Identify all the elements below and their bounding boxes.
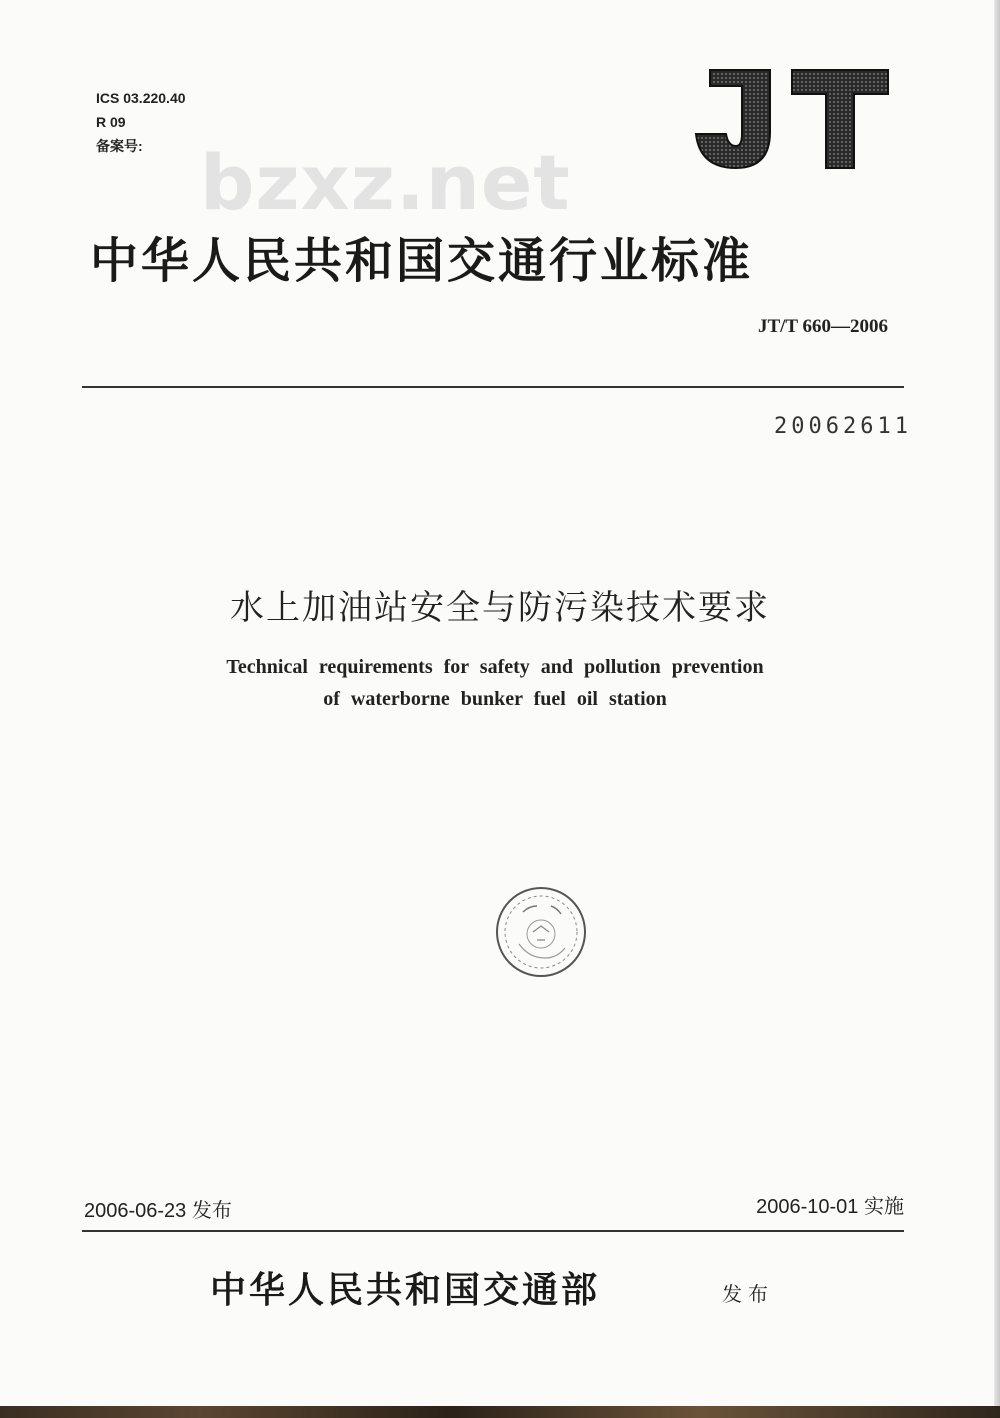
publish-date: 2006-06-23 发布: [84, 1200, 232, 1222]
category-code: R 09: [96, 114, 126, 130]
scan-bottom-edge: [0, 1406, 1000, 1418]
ics-code: ICS 03.220.40: [96, 90, 186, 106]
jt-logo: [692, 64, 892, 174]
stamp-number: 20062611: [774, 414, 912, 439]
bottom-divider: [82, 1230, 904, 1232]
implementation-date: 2006-10-01 实施: [756, 1196, 904, 1218]
document-title-chinese: 水上加油站安全与防污染技术要求: [230, 588, 770, 628]
standard-category-title: 中华人民共和国交通行业标准: [90, 233, 754, 289]
watermark: bzxz.net: [200, 138, 571, 227]
official-seal-stamp: [493, 884, 589, 980]
standard-number: JT/T 660—2006: [757, 316, 888, 337]
publisher-suffix: 发布: [722, 1282, 774, 1306]
document-title-english-line-1: Technical requirements for safety and pollution prevention: [226, 656, 764, 678]
record-number-label: 备案号:: [96, 138, 143, 154]
page-edge: [994, 0, 1000, 1418]
document-title-english-line-2: of waterborne bunker fuel oil station: [323, 688, 667, 710]
top-divider: [82, 386, 904, 388]
publisher-name: 中华人民共和国交通部: [210, 1270, 601, 1311]
